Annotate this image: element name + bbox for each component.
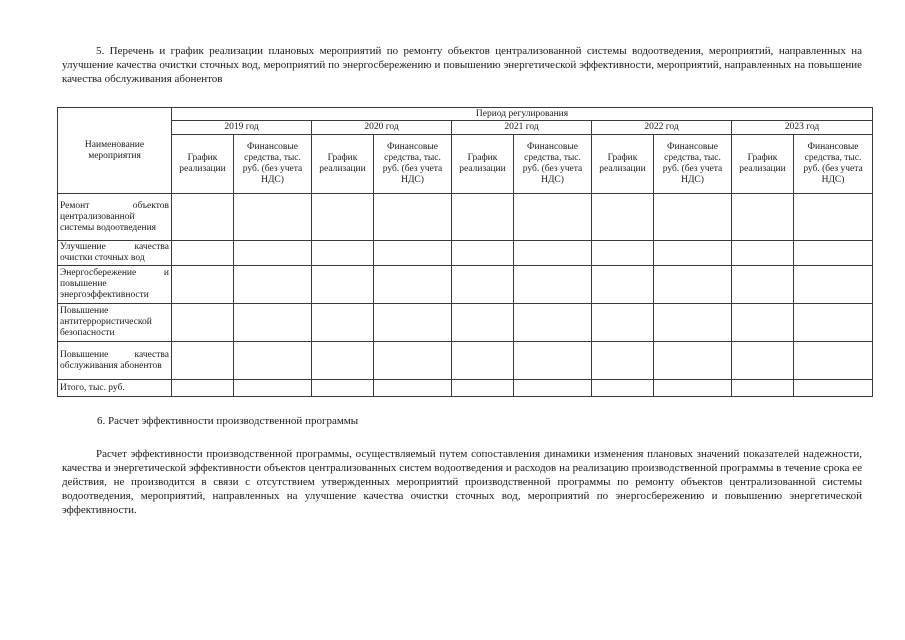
header-finance: Финансовые средства, тыс. руб. (без учета НДС) — [794, 135, 873, 194]
table-cell — [234, 380, 312, 397]
table-cell — [732, 342, 794, 380]
table-cell — [592, 380, 654, 397]
table-cell — [374, 304, 452, 342]
table-cell — [172, 194, 234, 241]
header-year: 2021 год — [452, 121, 592, 135]
table-cell — [452, 342, 514, 380]
table-cell — [794, 304, 873, 342]
table-cell — [514, 194, 592, 241]
table-cell — [654, 266, 732, 304]
row-name: Повышение антитеррористической безопасности — [58, 304, 172, 342]
table-cell — [592, 194, 654, 241]
section-6-heading: 6. Расчет эффективности производственной программы — [97, 415, 359, 427]
table-cell — [172, 241, 234, 266]
table-cell — [172, 266, 234, 304]
header-name: Наименование мероприятия — [58, 108, 172, 194]
section-6-paragraph — [62, 447, 862, 517]
table-subheader-row — [58, 135, 873, 194]
table-row — [58, 266, 873, 304]
table-total-row — [58, 380, 873, 397]
table-row — [58, 342, 873, 380]
row-name: Повышение качества обслуживания абонентов — [58, 342, 172, 380]
table-cell — [592, 304, 654, 342]
table-cell — [514, 380, 592, 397]
section-5-paragraph — [62, 44, 862, 86]
table-cell — [794, 380, 873, 397]
header-year: 2020 год — [312, 121, 452, 135]
table-cell — [234, 266, 312, 304]
table-cell — [452, 266, 514, 304]
table-cell — [312, 304, 374, 342]
table-cell — [514, 304, 592, 342]
table-cell — [732, 241, 794, 266]
header-schedule: График реализации — [452, 135, 514, 194]
table-cell — [794, 241, 873, 266]
table-cell — [654, 241, 732, 266]
section-5-text: 5. Перечень и график реализации плановых мероприятий по ремонту объектов централизованной системы водоотведения, мероприятий, направленных на улучшение качества очистки сточных вод, мероприятий по энергосбережению и повышению энергетической эффективности, мероприятий, направленных на повышение качества обслуживания абонентов — [62, 45, 862, 85]
table-years-row — [58, 121, 873, 135]
table-cell — [654, 194, 732, 241]
table-row — [58, 194, 873, 241]
table-cell — [374, 380, 452, 397]
table-row — [58, 304, 873, 342]
table-cell — [374, 266, 452, 304]
row-name: Энергосбережение и повышение энергоэффективности — [58, 266, 172, 304]
table-cell — [234, 304, 312, 342]
table-cell — [514, 266, 592, 304]
table-cell — [374, 241, 452, 266]
header-schedule: График реализации — [312, 135, 374, 194]
table-cell — [732, 304, 794, 342]
header-schedule: График реализации — [592, 135, 654, 194]
header-schedule: График реализации — [732, 135, 794, 194]
table-cell — [794, 266, 873, 304]
header-finance: Финансовые средства, тыс. руб. (без учета НДС) — [514, 135, 592, 194]
table-cell — [794, 194, 873, 241]
table-cell — [514, 342, 592, 380]
table-cell — [514, 241, 592, 266]
table-cell — [592, 266, 654, 304]
table-row — [58, 241, 873, 266]
row-name: Улучшение качества очистки сточных вод — [58, 241, 172, 266]
table-cell — [654, 304, 732, 342]
table-cell — [592, 241, 654, 266]
table-cell — [374, 342, 452, 380]
row-name: Ремонт объектов централизованной системы водоотведения — [58, 194, 172, 241]
table-cell — [732, 266, 794, 304]
table-cell — [312, 194, 374, 241]
table-cell — [794, 342, 873, 380]
header-year: 2022 год — [592, 121, 732, 135]
table-cell — [452, 241, 514, 266]
table-cell — [312, 342, 374, 380]
table-cell — [172, 304, 234, 342]
table-cell — [234, 342, 312, 380]
header-year: 2023 год — [732, 121, 873, 135]
header-period: Период регулирования — [172, 108, 873, 121]
header-year: 2019 год — [172, 121, 312, 135]
table-cell — [312, 380, 374, 397]
table-cell — [654, 342, 732, 380]
table-cell — [312, 241, 374, 266]
section-6-text: Расчет эффективности производственной программы, осуществляемый путем сопоставления динамики изменения плановых значений показателей надежности, качества и энергетической эффективности объектов централизованных систем водоотведения и расходов на реализацию производственной программы в течение срока ее действия, не производится в связи с отсутствием утвержденных мероприятий производственной программы по ремонту объектов централизованной системы водоотведения, мероприятий, направленных на улучшение качества очистки сточных вод, мероприятий по энергосбережению и повышению энергетической эффективности. — [62, 448, 862, 516]
table-cell — [452, 304, 514, 342]
table-cell — [654, 380, 732, 397]
header-finance: Финансовые средства, тыс. руб. (без учета НДС) — [654, 135, 732, 194]
table-cell — [452, 380, 514, 397]
table-cell — [312, 266, 374, 304]
header-finance: Финансовые средства, тыс. руб. (без учета НДС) — [234, 135, 312, 194]
table-cell — [374, 194, 452, 241]
table-cell — [452, 194, 514, 241]
plan-table — [57, 107, 873, 397]
table-cell — [732, 380, 794, 397]
header-finance: Финансовые средства, тыс. руб. (без учета НДС) — [374, 135, 452, 194]
table-cell — [172, 342, 234, 380]
table-cell — [172, 380, 234, 397]
table-cell — [234, 194, 312, 241]
table-cell — [732, 194, 794, 241]
table-cell — [234, 241, 312, 266]
table-cell — [592, 342, 654, 380]
header-schedule: График реализации — [172, 135, 234, 194]
row-name: Итого, тыс. руб. — [58, 380, 172, 397]
table-header-row — [58, 108, 873, 121]
